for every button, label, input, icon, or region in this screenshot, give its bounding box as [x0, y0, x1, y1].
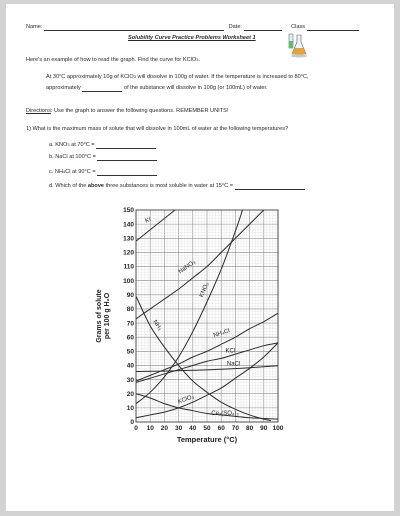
y-tick-label: 10: [126, 405, 134, 413]
x-tick-label: 70: [231, 425, 240, 432]
y-tick-label: 150: [123, 207, 134, 215]
y-axis-label: [96, 289, 111, 342]
name-label: Name:: [26, 24, 43, 30]
y-label-line: per 100 g H₂O: [104, 292, 111, 340]
q1d-text2: three substances is most soluble in water at 15°C =: [105, 183, 233, 189]
chart-curve-labels: [145, 217, 241, 417]
sub-3: 3: [196, 57, 199, 62]
y-tick-label: 60: [126, 334, 134, 342]
q1d-text: d. Which of the: [49, 183, 87, 189]
question-1: 1) What is the maximum mass of solute that will dissolve in 100mL of water at the following temperatures?: [26, 126, 289, 132]
y-tick-label: 70: [126, 320, 134, 328]
directions-text: : Use the graph to answer the following questions. REMEMBER UNITS!: [50, 108, 229, 114]
curve-label: NH₃: [151, 319, 163, 332]
intro-line1-text: At 30°C approximately 10g of KClO: [46, 74, 134, 80]
y-tick-label: 100: [123, 277, 134, 285]
y-tick-label: 120: [123, 249, 134, 257]
y-tick-label: 40: [126, 362, 134, 370]
sub-3: 3: [133, 74, 136, 79]
intro-example-end: .: [198, 57, 201, 63]
intro-line-2: [46, 85, 268, 92]
question-1c: [49, 168, 157, 176]
date-label: Date:: [228, 24, 242, 30]
y-tick-label: 20: [126, 390, 134, 398]
q1a-blank[interactable]: [96, 142, 156, 149]
x-tick-label: 20: [160, 425, 169, 432]
solubility-chart: [86, 204, 296, 454]
x-tick-label: 40: [189, 425, 197, 432]
sub-4: 4: [62, 169, 66, 174]
intro-line1b-text: will dissolve in 100g of water. If the temperature is increased to 80°C,: [135, 74, 309, 80]
q1b-text: b. NaCl at 100°C =: [49, 154, 96, 160]
y-tick-label: 0: [130, 419, 134, 427]
answer-blank[interactable]: [82, 85, 122, 92]
q1b-blank[interactable]: [97, 154, 157, 161]
y-tick-label: 90: [126, 292, 134, 299]
y-tick-label: 130: [123, 235, 134, 243]
class-blank: [307, 24, 359, 31]
curve-label: KNO₃: [199, 281, 211, 299]
name-blank: [44, 24, 224, 31]
curve-label: KI: [144, 217, 152, 225]
x-tick-label: 10: [146, 425, 154, 432]
curve-label: NaCl: [226, 361, 241, 368]
x-tick-label: 50: [203, 425, 211, 432]
worksheet-page: [6, 4, 394, 511]
y-tick-label: 110: [123, 263, 134, 271]
y-tick-label: 140: [123, 221, 134, 229]
curve-label: KCl: [225, 348, 236, 355]
y-tick-label: 80: [126, 306, 134, 314]
y-tick-label: 30: [126, 376, 134, 384]
chart-grid: [136, 210, 278, 422]
x-tick-label: 80: [245, 425, 254, 432]
q1d-blank[interactable]: [235, 183, 305, 190]
curve-label: NaNO₃: [177, 259, 197, 276]
q1d-bold: above: [87, 183, 105, 189]
x-tick-label: 30: [174, 425, 183, 432]
curve-label: NH₄Cl: [212, 328, 231, 340]
directions-label: Directions: [26, 108, 51, 114]
date-blank: [244, 24, 282, 31]
x-axis-label: Temperature (°C): [176, 435, 238, 444]
class-label: Class: [291, 24, 306, 30]
q1c-rest: Cl at 90°C =: [65, 169, 96, 175]
q1c-text: c. NH: [49, 169, 63, 175]
x-tick-label: 100: [272, 425, 284, 432]
curve-3: [136, 296, 271, 420]
flask-icon: [286, 32, 308, 58]
directions-line: [26, 108, 228, 115]
worksheet-title: Solubility Curve Practice Problems Worksheet 1: [128, 35, 256, 41]
intro-example-text: Here's an example of how to read the graph. Find the curve for KClO: [26, 57, 197, 63]
curve-label: KClO₃: [177, 394, 196, 406]
q1c-blank[interactable]: [97, 169, 157, 176]
curve-label: Ce₂(SO₄)₃: [211, 410, 239, 417]
y-label-line: Grams of solute: [96, 289, 103, 343]
question-1a: [49, 141, 156, 149]
x-tick-label: 60: [217, 425, 225, 432]
x-tick-label: 0: [134, 425, 138, 432]
question-1b: [49, 154, 157, 161]
y-tick-label: 50: [126, 348, 134, 356]
q1a-text: a. KNO: [49, 142, 68, 148]
header-line: [26, 24, 359, 31]
x-tick-label: 90: [260, 425, 268, 432]
sub-3: 3: [67, 142, 70, 147]
intro-line2a-text: approximately: [46, 85, 81, 91]
intro-example: [26, 56, 200, 64]
intro-line2b-text: of the substance will dissolve in 100g (or 100mL) of water.: [123, 85, 268, 91]
question-1d: [49, 183, 305, 190]
q1a-rest: at 70°C =: [69, 142, 95, 148]
intro-line-1: [46, 73, 309, 81]
